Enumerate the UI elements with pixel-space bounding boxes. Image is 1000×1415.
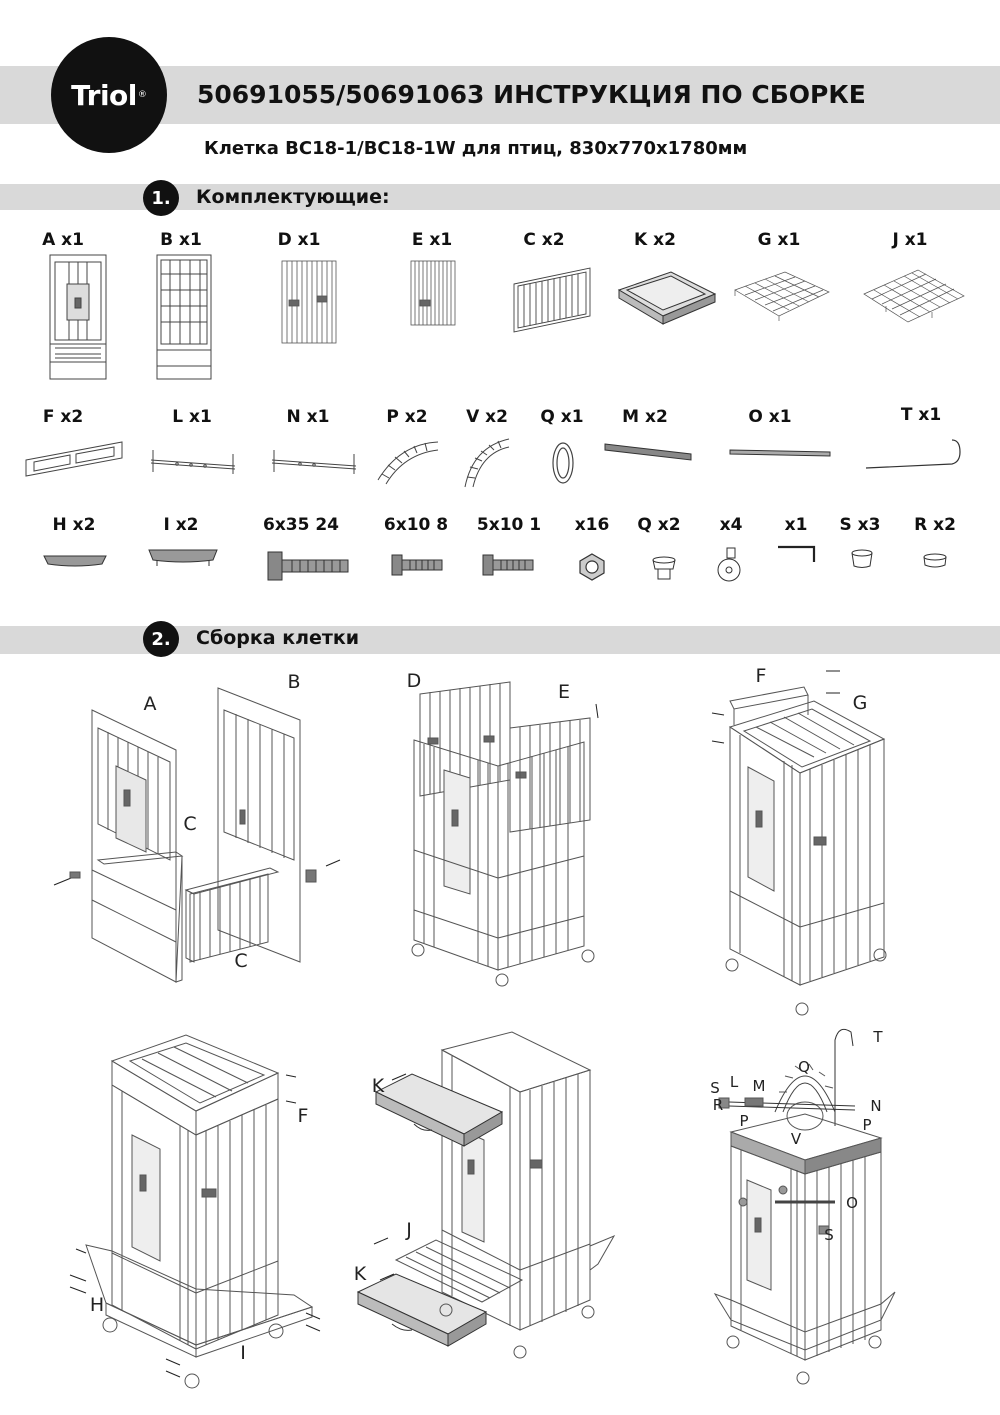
perch-bracket-icon <box>268 446 360 476</box>
part-label-hex-key: x1 <box>784 515 808 535</box>
cap-icon <box>922 552 948 570</box>
cage-panel-feeder-icon <box>410 260 456 326</box>
long-screw-icon <box>266 550 352 582</box>
part-label-s: S x3 <box>839 515 881 535</box>
step3-diagram <box>704 665 900 1025</box>
cage-panel-door-icon <box>49 254 107 380</box>
part-label-d: D x1 <box>277 230 321 250</box>
part-label-screw-5x10: 5x10 1 <box>476 515 542 535</box>
ladder-arc-icon <box>376 440 440 486</box>
part-label-screw-6x10: 6x10 8 <box>383 515 449 535</box>
cup-holder-icon <box>651 555 677 581</box>
hex-key-icon <box>776 544 820 566</box>
step6-letter-l: L <box>729 1073 739 1091</box>
part-label-n: N x1 <box>286 407 330 427</box>
step3-letter-g: G <box>852 692 868 714</box>
part-label-a: A x1 <box>42 230 84 250</box>
screw-icon <box>390 553 446 577</box>
part-label-l: L x1 <box>172 407 212 427</box>
part-label-q: Q x1 <box>540 407 584 427</box>
step2-letter-e: E <box>557 681 571 703</box>
section1-number: 1. <box>143 180 179 216</box>
cage-panel-icon <box>156 254 212 380</box>
section2-title: Сборка клетки <box>196 627 360 649</box>
part-label-h: H x2 <box>52 515 96 535</box>
step6-letter-v: V <box>790 1130 802 1148</box>
page-subtitle: Клетка BC18-1/BC18-1W для птиц, 830x770x1780мм <box>204 138 748 159</box>
step1-letter-c1: C <box>183 813 197 835</box>
triol-logo <box>51 37 167 153</box>
part-label-i: I x2 <box>163 515 199 535</box>
ladder-arc-icon <box>463 437 511 489</box>
part-label-k: K x2 <box>634 230 676 250</box>
part-label-cup-holder: Q x2 <box>637 515 681 535</box>
step6-letter-s2: S <box>824 1226 834 1244</box>
step6-letter-o: O <box>846 1194 858 1212</box>
step4-letter-h: H <box>89 1294 105 1316</box>
logo-text: Triol <box>71 78 137 112</box>
step6-letter-q: Q <box>798 1058 810 1076</box>
part-label-wheel: x4 <box>719 515 743 535</box>
step4-letter-i: I <box>240 1342 246 1364</box>
step6-letter-r: R <box>712 1096 724 1114</box>
caster-wheel-icon <box>715 546 747 584</box>
step1-diagram <box>50 680 350 1000</box>
part-label-v: V x2 <box>466 407 508 427</box>
step1-letter-c2: C <box>234 950 248 972</box>
part-label-j: J x1 <box>892 230 928 250</box>
section2-number: 2. <box>143 621 179 657</box>
part-label-t: T x1 <box>900 405 942 425</box>
step5-diagram <box>352 1030 622 1370</box>
nut-icon <box>577 552 607 582</box>
hook-rod-icon <box>864 436 964 472</box>
floor-grid-icon <box>862 266 966 332</box>
part-label-b: B x1 <box>160 230 202 250</box>
step4-letter-f: F <box>297 1105 309 1127</box>
step6-letter-n: N <box>870 1097 882 1115</box>
step2-letter-d: D <box>406 670 422 692</box>
ring-icon <box>550 440 576 486</box>
step6-letter-m: M <box>752 1077 766 1095</box>
screw-icon <box>481 553 537 577</box>
step1-letter-b: B <box>287 671 301 693</box>
page-title: 50691055/50691063 ИНСТРУКЦИЯ ПО СБОРКЕ <box>197 80 866 109</box>
perch-rod-icon <box>603 440 693 462</box>
step2-diagram <box>400 670 620 1000</box>
perch-rod-icon <box>728 446 832 460</box>
tray-icon <box>617 270 717 326</box>
step6-letter-p2: P <box>862 1116 872 1134</box>
step6-letter-t: T <box>873 1028 883 1046</box>
seed-guard-icon <box>42 552 108 568</box>
seed-guard-icon <box>147 546 219 568</box>
part-label-nut: x16 <box>574 515 610 535</box>
roof-grid-icon <box>733 270 831 322</box>
step5-letter-k2: K <box>353 1263 367 1285</box>
part-label-g: G x1 <box>757 230 801 250</box>
part-label-p: P x2 <box>386 407 428 427</box>
logo-mark: ® <box>137 90 147 100</box>
part-label-f: F x2 <box>42 407 84 427</box>
part-label-e: E x1 <box>411 230 453 250</box>
part-label-screw-6x35: 6x35 24 <box>262 515 340 535</box>
step5-letter-k1: K <box>371 1075 385 1097</box>
step5-letter-j: J <box>406 1219 412 1241</box>
cup-icon <box>850 548 874 570</box>
perch-bracket-icon <box>147 446 239 476</box>
part-label-m: M x2 <box>622 407 668 427</box>
step6-letter-s1: S <box>710 1079 720 1097</box>
cage-panel-feeders-icon <box>281 260 337 344</box>
step1-letter-a: A <box>143 693 157 715</box>
side-grid-icon <box>512 266 592 334</box>
part-label-o: O x1 <box>748 407 792 427</box>
part-label-r: R x2 <box>914 515 956 535</box>
step6-letter-p1: P <box>739 1112 749 1130</box>
step4-diagram <box>66 1025 336 1405</box>
section1-title: Комплектующие: <box>196 186 390 208</box>
frame-bar-icon <box>24 440 126 480</box>
step3-letter-f: F <box>755 665 767 687</box>
part-label-c: C x2 <box>523 230 565 250</box>
